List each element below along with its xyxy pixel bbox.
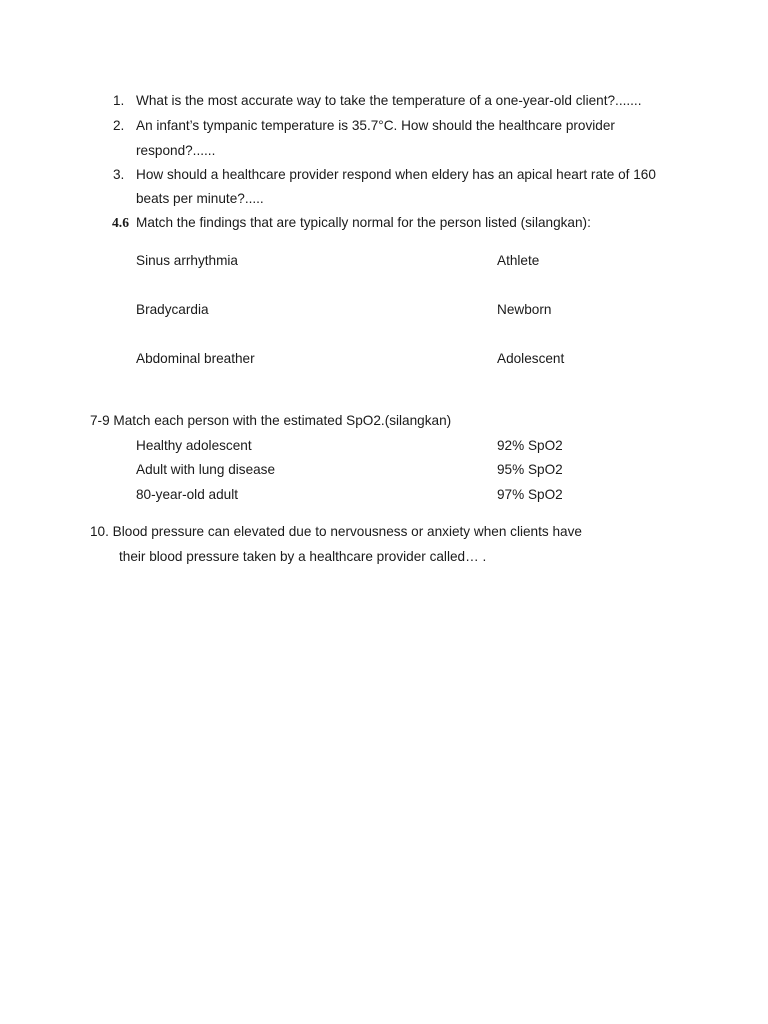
- finding-right-2: Newborn: [497, 302, 552, 317]
- question-2-text-line2: respond?......: [136, 143, 216, 158]
- question-7-9-prompt: 7-9 Match each person with the estimated SpO2.(silangkan): [90, 413, 452, 428]
- question-3-number: 3.: [113, 167, 125, 182]
- finding-right-1: Athlete: [497, 253, 540, 268]
- finding-left-1: Sinus arrhythmia: [136, 253, 238, 268]
- question-2-text-line1: An infant’s tympanic temperature is 35.7°C. How should the healthcare provider: [136, 118, 615, 133]
- question-10-line2: their blood pressure taken by a healthcare provider called… .: [119, 549, 487, 564]
- spo2-right-1: 92% SpO2: [497, 438, 563, 453]
- question-2-number: 2.: [113, 118, 125, 133]
- question-3-text-line2: beats per minute?.....: [136, 191, 264, 206]
- question-1-text: What is the most accurate way to take the temperature of a one-year-old client?.......: [136, 93, 642, 108]
- finding-right-3: Adolescent: [497, 351, 565, 366]
- question-3-text-line1: How should a healthcare provider respond when eldery has an apical heart rate of 160: [136, 167, 656, 182]
- spo2-left-3: 80-year-old adult: [136, 487, 239, 502]
- question-4-6-prompt: Match the findings that are typically normal for the person listed (silangkan):: [136, 215, 591, 230]
- spo2-right-2: 95% SpO2: [497, 462, 563, 477]
- spo2-left-2: Adult with lung disease: [136, 462, 276, 477]
- spo2-left-1: Healthy adolescent: [136, 438, 252, 453]
- question-1-number: 1.: [113, 93, 125, 108]
- spo2-right-3: 97% SpO2: [497, 487, 563, 502]
- question-10-line1: 10. Blood pressure can elevated due to nervousness or anxiety when clients have: [90, 524, 582, 539]
- finding-left-2: Bradycardia: [136, 302, 209, 317]
- question-4-6-number: 4.6: [112, 215, 129, 230]
- finding-left-3: Abdominal breather: [136, 351, 255, 366]
